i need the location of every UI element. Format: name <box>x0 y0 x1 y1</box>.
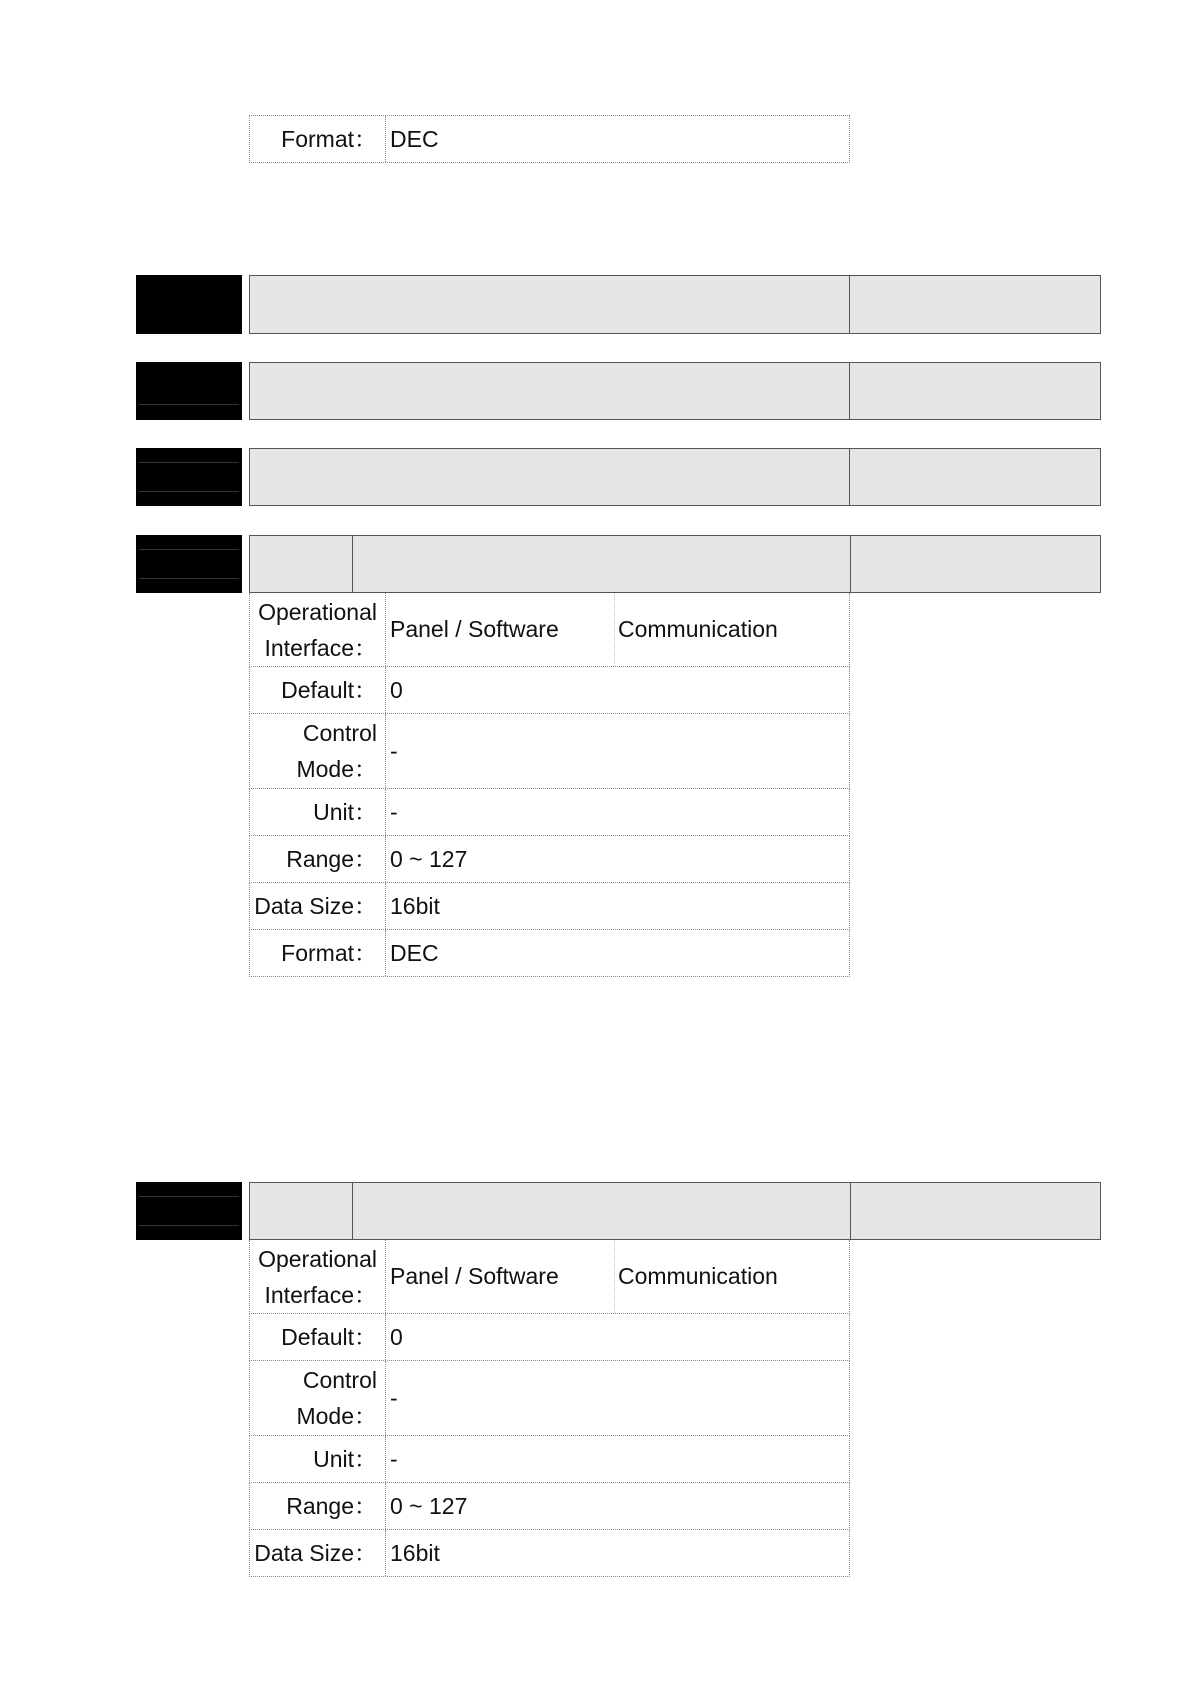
unit-value: - <box>390 1445 398 1472</box>
format-label: Format： <box>250 930 386 976</box>
unit-label: Unit： <box>250 1436 386 1482</box>
range-label: Range： <box>250 836 386 882</box>
control-label-line2: Mode： <box>296 756 377 782</box>
control-mode-label <box>250 714 386 788</box>
default-label: Default： <box>250 667 386 713</box>
control-mode-value: - <box>390 737 398 764</box>
operational-value-communication: Communication <box>618 616 778 642</box>
data-size-row <box>249 883 850 930</box>
parameter-header-bar <box>249 275 1101 334</box>
parameter-header-bar <box>249 362 1101 420</box>
data-size-row <box>249 1530 850 1577</box>
parameter-code-tab <box>136 448 242 506</box>
operational-label-line2: Interface： <box>264 634 377 661</box>
control-label-line2: Mode： <box>296 1403 377 1429</box>
parameter-header-bar <box>249 535 1101 593</box>
data-size-label: Data Size： <box>250 1530 386 1576</box>
data-size-label: Data Size： <box>250 883 386 929</box>
operational-value-panel: Panel / Software <box>390 616 559 642</box>
format-value: DEC <box>390 125 439 152</box>
parameter-code-tab <box>136 275 242 334</box>
top-format-row <box>249 115 850 163</box>
format-label: Format： <box>250 116 386 162</box>
operational-interface-row <box>249 1240 850 1314</box>
unit-row <box>249 1436 850 1483</box>
default-row <box>249 667 850 714</box>
unit-row <box>249 789 850 836</box>
operational-interface-row <box>249 593 850 667</box>
data-size-value: 16bit <box>390 892 440 919</box>
default-label: Default： <box>250 1314 386 1360</box>
operational-value-panel: Panel / Software <box>390 1263 559 1289</box>
operational-label-line1: Operational <box>258 598 377 625</box>
parameter-code-tab <box>136 1182 242 1240</box>
control-mode-value: - <box>390 1384 398 1411</box>
control-mode-label <box>250 1361 386 1435</box>
parameter-header-bar <box>249 448 1101 506</box>
parameter-code-tab <box>136 535 242 593</box>
format-value: DEC <box>390 939 439 966</box>
operational-label-line1: Operational <box>258 1245 377 1272</box>
format-row <box>249 930 850 977</box>
control-mode-row <box>249 714 850 789</box>
operational-interface-label <box>250 1240 386 1313</box>
operational-interface-values <box>386 593 849 666</box>
parameter-code-tab <box>136 362 242 420</box>
data-size-value: 16bit <box>390 1539 440 1566</box>
range-label: Range： <box>250 1483 386 1529</box>
range-value: 0 ~ 127 <box>390 1492 468 1519</box>
unit-value: - <box>390 798 398 825</box>
range-row <box>249 1483 850 1530</box>
control-label-line1: Control <box>302 1367 377 1393</box>
control-mode-row <box>249 1361 850 1436</box>
unit-label: Unit： <box>250 789 386 835</box>
range-row <box>249 836 850 883</box>
default-value: 0 <box>390 676 403 703</box>
operational-value-communication: Communication <box>618 1263 778 1289</box>
parameter-header-bar <box>249 1182 1101 1240</box>
range-value: 0 ~ 127 <box>390 845 468 872</box>
control-label-line1: Control <box>302 720 377 746</box>
operational-interface-label <box>250 593 386 666</box>
operational-label-line2: Interface： <box>264 1281 377 1308</box>
default-row <box>249 1314 850 1361</box>
default-value: 0 <box>390 1323 403 1350</box>
operational-interface-values <box>386 1240 849 1313</box>
